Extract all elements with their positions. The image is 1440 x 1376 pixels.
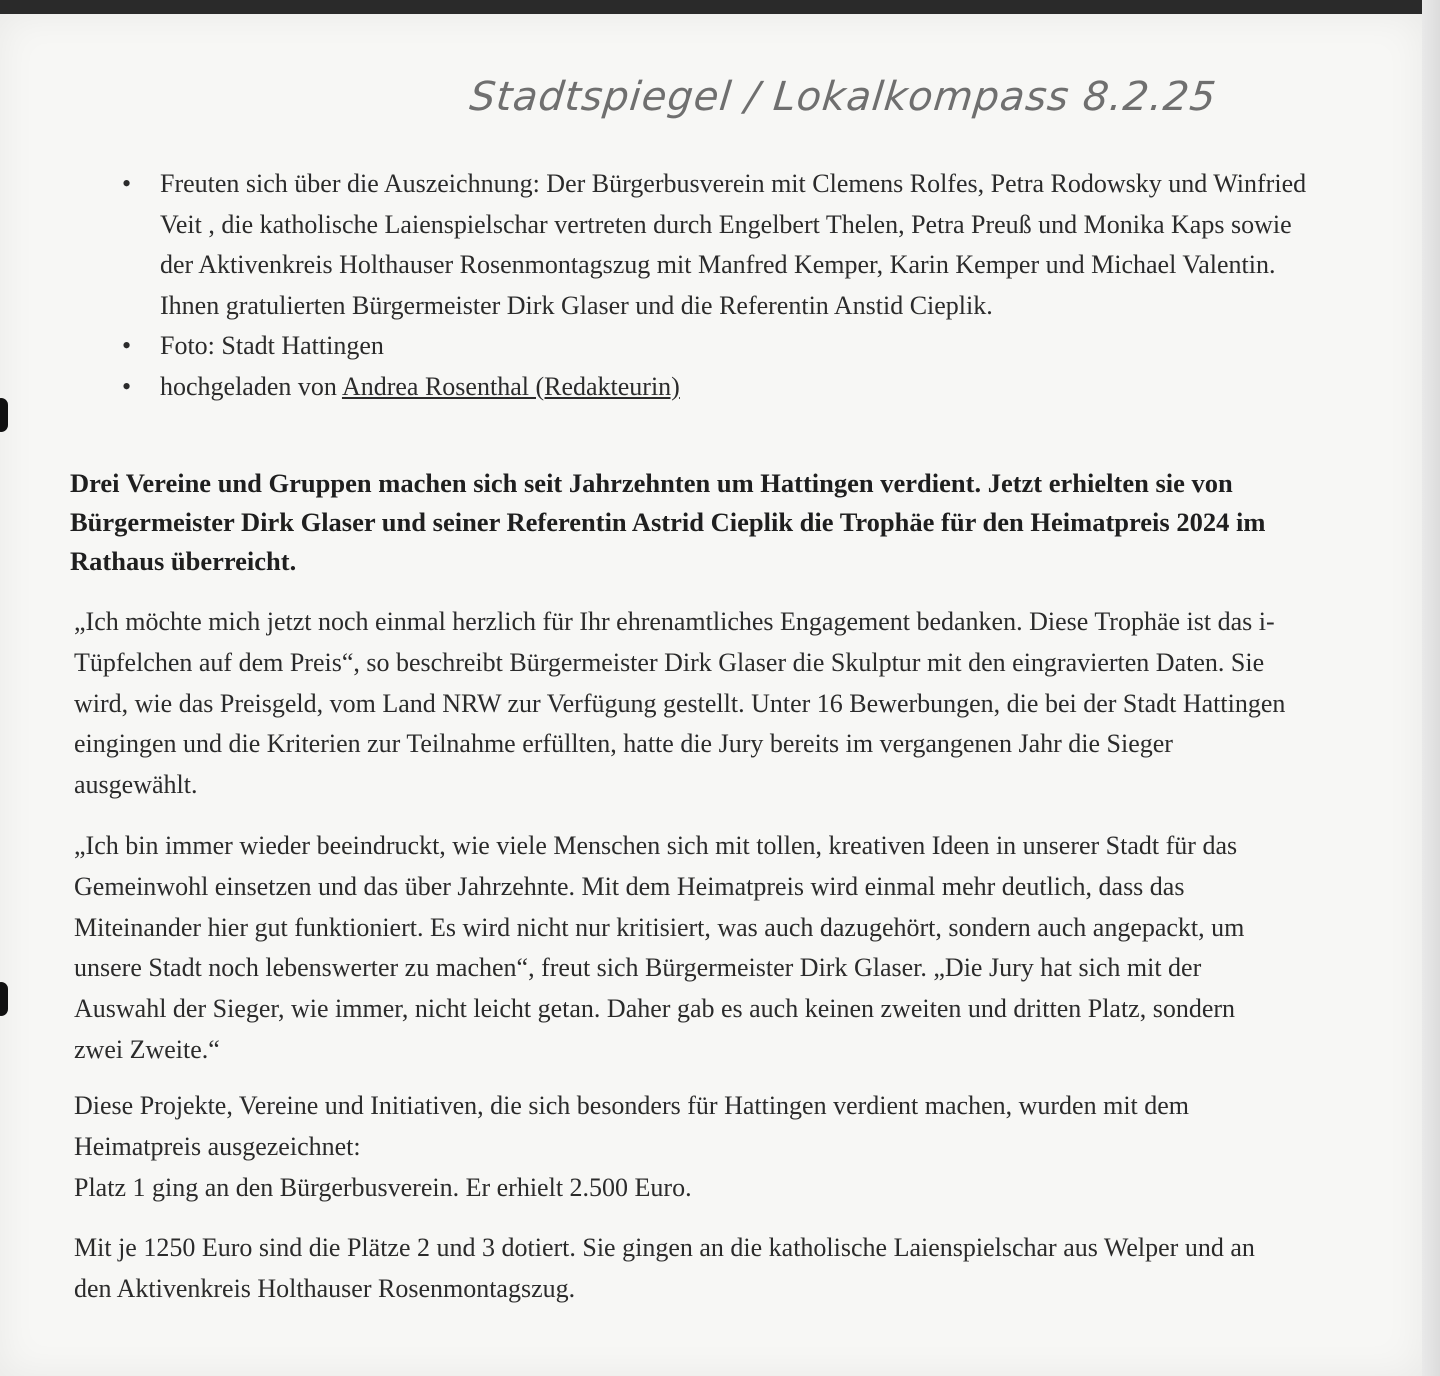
- article-paragraph: „Ich möchte mich jetzt noch einmal herzlich für Ihr ehrenamtliches Engagement bedanken. Diese Trophäe ist das i-Tüpfelchen auf dem Preis“, so beschreibt Bürgermeister Dirk Glaser die Skulptur mit den eingravierten Daten. Sie wird, wie das Preisgeld, vom Land NRW zur Verfügung gestellt. Unter 16 Bewerbungen, die bei der Stadt Hattingen eingingen und die Kriterien zur Teilnahme erfüllten, hatte die Jury bereits im vergangenen Jahr die Sieger ausgewählt.: [74, 607, 1286, 800]
- bullet-icon: •: [122, 371, 132, 401]
- caption-text: Freuten sich über die Auszeichnung: Der Bürgerbusverein mit Clemens Rolfes, Petra Rodowsky und Winfried Veit , die katholische Laienspielschar vertreten durch Engelbert Thelen, Petra Preuß und Monika Kaps sowie der Aktivenkreis Holthauser Rosenmontagszug mit Manfred Kemper, Karin Kemper und Michael Valentin. Ihnen gratulierten Bürgermeister Dirk Glaser und die Referentin Anstid Cieplik.: [160, 169, 1307, 320]
- punch-hole-bottom: [0, 982, 8, 1016]
- punch-hole-top: [0, 398, 8, 432]
- caption-item: [118, 164, 1308, 326]
- article-paragraph: [74, 1086, 1289, 1208]
- article-paragraph: Mit je 1250 Euro sind die Plätze 2 und 3 dotiert. Sie gingen an die katholische Laienspielschar aus Welper und an den Aktivenkreis Holthauser Rosenmontagszug.: [74, 1233, 1255, 1303]
- uploaded-by-label: hochgeladen von: [160, 371, 342, 401]
- photo-credit: Foto: Stadt Hattingen: [160, 331, 384, 360]
- paper-right-edge: [1422, 0, 1440, 1376]
- bullet-icon: •: [122, 331, 132, 360]
- awards-intro: Diese Projekte, Vereine und Initiativen, die sich besonders für Hattingen verdient machen, wurden mit dem Heimatpreis ausgezeichnet:: [74, 1091, 1190, 1161]
- photo-caption-list: [118, 164, 1308, 407]
- caption-item: [118, 326, 1308, 367]
- caption-item: [118, 367, 1308, 408]
- handwritten-note: Stadtspiegel / Lokalkompass 8.2.25: [467, 74, 1219, 120]
- bullet-icon: •: [122, 169, 132, 198]
- article-paragraph: „Ich bin immer wieder beeindruckt, wie viele Menschen sich mit tollen, kreativen Ideen in unserer Stadt für das Gemeinwohl einsetzen und das über Jahrzehnte. Mit dem Heimatpreis wird einmal mehr deutlich, dass das Miteinander hier gut funktioniert. Es wird nicht nur kritisiert, was auch dazugehört, sondern auch angepackt, um unsere Stadt noch lebenswerter zu machen“, freut sich Bürgermeister Dirk Glaser. „Die Jury hat sich mit der Auswahl der Sieger, wie immer, nicht leicht getan. Daher gab es auch keinen zweiten und dritten Platz, sondern zwei Zweite.“: [74, 831, 1245, 1064]
- first-place-text: Platz 1 ging an den Bürgerbusverein. Er erhielt 2.500 Euro.: [74, 1172, 692, 1202]
- article-lead: Drei Vereine und Gruppen machen sich seit Jahrzehnten um Hattingen verdient. Jetzt erhielten sie von Bürgermeister Dirk Glaser und seiner Referentin Astrid Cieplik die Trophäe für den Heimatpreis 2024 im Rathaus überreicht.: [70, 468, 1266, 576]
- author-link[interactable]: Andrea Rosenthal (Redakteurin): [341, 371, 680, 401]
